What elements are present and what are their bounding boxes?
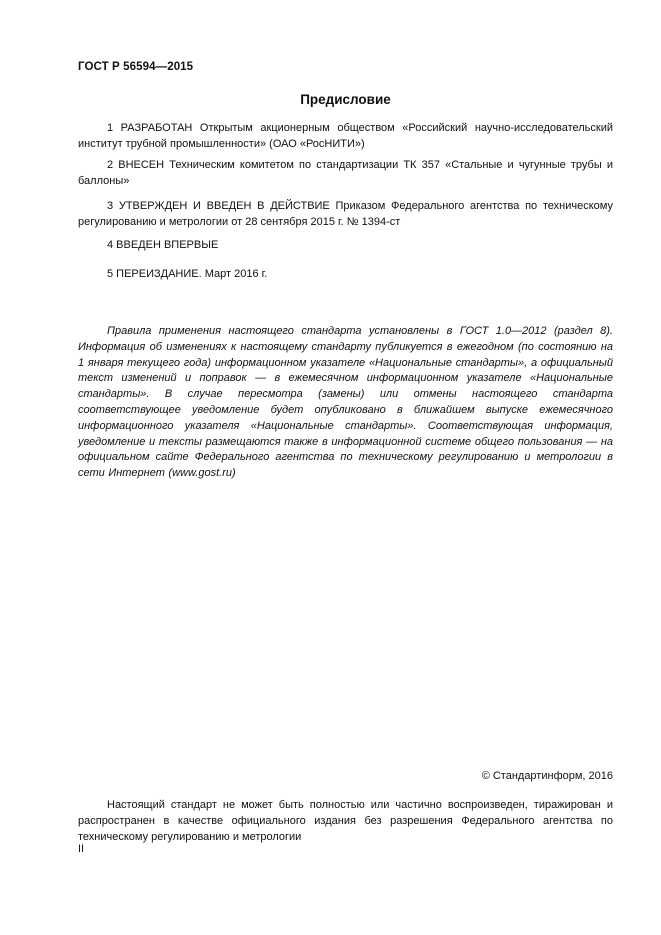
preface-item-reissue: 5 ПЕРЕИЗДАНИЕ. Март 2016 г. [107,268,268,280]
reproduction-notice: Настоящий стандарт не может быть полностью или частично воспроизведен, тиражирован и распространен в качестве официального издания без разрешения Федерального агентства по техническому регулированию и метрологии [78,799,613,843]
preface-item-introduced: 2 ВНЕСЕН Техническим комитетом по стандартизации ТК 357 «Стальные и чугунные трубы и баллоны» [78,159,613,187]
preface-item-first-introduced: 4 ВВЕДЕН ВПЕРВЫЕ [107,239,219,251]
standard-code: ГОСТ Р 56594—2015 [78,61,194,73]
preface-title: Предисловие [300,92,391,107]
page-number: II [78,843,85,855]
preface-item-approved: 3 УТВЕРЖДЕН И ВВЕДЕН В ДЕЙСТВИЕ Приказом Федерального агентства по техническому регулированию и метрологии от 28 сентября 2015 г. № 1394-ст [78,200,613,228]
copyright-line: © Стандартинформ, 2016 [481,770,613,782]
application-rules-notice: Правила применения настоящего стандарта установлены в ГОСТ 1.0—2012 (раздел 8). Информация об изменениях к настоящему стандарту публикуется в ежегодном (по состоянию на 1 января текущего года) информационном указателе «Национальные стандарты», а официальный текст изменений и поправок — в ежемесячном информационном указателе «Национальные стандарты». В случае пересмотра (замены) или отмены настоящего стандарта соответствующее уведомление будет опубликовано в ближайшем выпуске ежемесячного информационного указателя «Национальные стандарты». Соответствующая информация, уведомление и тексты размещаются также в информационной системе общего пользования — на официальном сайте Федерального агентства по техническому регулированию и метрологии в сети Интернет (www.gost.ru) [78,325,613,480]
preface-item-developed: 1 РАЗРАБОТАН Открытым акционерным обществом «Российский научно-исследовательский институт трубной промышленности» (ОАО «РосНИТИ») [78,122,613,150]
